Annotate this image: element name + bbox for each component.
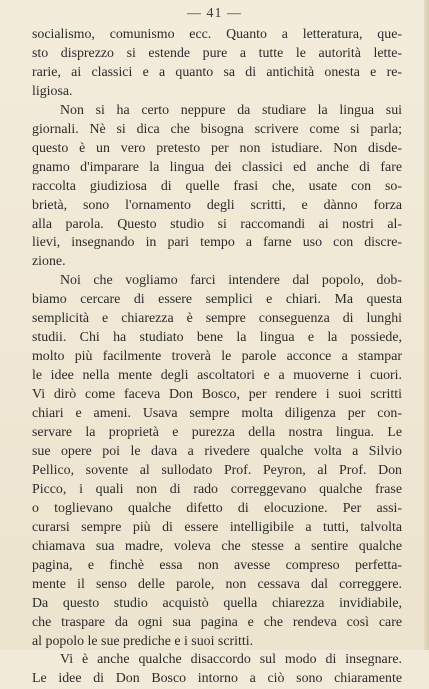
text-line: raccolta giudiziosa di quelle frasi che, usate con so-: [32, 178, 402, 194]
text-line: ligiosa.: [32, 83, 73, 99]
text-line: curarsi sempre più di essere intelligibile a tutti, talvolta: [32, 519, 402, 535]
text-line: zione.: [32, 254, 66, 270]
text-line: alla parola. Questo studio si raccomandi ai nostri al-: [32, 216, 402, 232]
body-text: [32, 26, 402, 689]
text-line: gnamo d'imparare la lingua dei classici ed anche di fare: [32, 159, 402, 175]
text-line: questo è un vero pretesto per non istudiare. Non disde-: [32, 140, 402, 156]
text-line: mente il senso delle parole, non cessava dal correggere.: [32, 576, 402, 592]
text-line: al popolo le sue prediche e i suoi scritti.: [32, 633, 254, 649]
page-edge: [424, 0, 429, 650]
text-line: che traspare da ogni sua pagina e che rendeva così care: [32, 614, 402, 630]
text-line: Vi è anche qualche disaccordo sul modo di insegnare.: [60, 652, 402, 668]
text-line: Noi che vogliamo farci intendere dal popolo, dob-: [60, 273, 402, 289]
text-line: rarie, ai classici e a quanto sa di antichità onesta e re-: [32, 64, 402, 80]
text-line: socialismo, comunismo ecc. Quanto a letteratura, que-: [32, 27, 402, 42]
text-line: sto disprezzo si estende pure a tutte le autorità lette-: [32, 45, 402, 61]
paragraph: [32, 651, 402, 689]
text-line: brietà, sono l'ornamento degli scritti, e dànno forza: [32, 197, 402, 213]
text-line: giornali. Nè si dica che bisogna scrivere come si parla;: [32, 121, 402, 137]
paragraph: [32, 272, 402, 651]
page-number: — 41 —: [187, 6, 242, 21]
text-line: molto più facilmente troverà le parole acconce a stampar: [32, 349, 402, 365]
paragraph: [32, 26, 402, 102]
text-line: Pellico, sovente al sullodato Prof. Peyron, al Prof. Don: [32, 462, 402, 478]
text-line: chiari e ameni. Usava sempre molta diligenza per con-: [32, 406, 402, 422]
text-line: studii. Chi ha studiato bene la lingua e la possiede,: [32, 330, 402, 346]
text-line: servare la proprietà e purezza della nostra lingua. Le: [32, 425, 402, 441]
text-line: Vi dirò come faceva Don Bosco, per rendere i suoi scritti: [32, 387, 402, 403]
text-line: Le idee di Don Bosco intorno a ciò sono chiaramente: [32, 671, 402, 687]
text-line: semplicità e chiarezza è sempre conseguenza di lunghi: [32, 311, 402, 327]
text-line: pagina, e finchè essa non avesse compreso perfetta-: [32, 557, 402, 573]
text-line: Da questo studio acquistò quella chiarezza invidiabile,: [32, 595, 402, 611]
text-line: lievi, insegnando in pari tempo a farne uso con discre-: [32, 235, 402, 251]
text-line: o toglievano qualche difetto di elocuzione. Per assi-: [32, 500, 402, 516]
text-line: Non si ha certo neppure da studiare la lingua sui: [60, 102, 402, 118]
text-line: Picco, i quali non di rado correggevano qualche frase: [32, 481, 402, 497]
paragraph: [32, 102, 402, 273]
text-line: biamo cercare di essere semplici e chiari. Ma questa: [32, 292, 402, 308]
text-line: le idee nella mente degli ascoltatori e a muoverne i cuori.: [32, 368, 402, 384]
text-line: chiamava sua madre, voleva che stesse a sentire qualche: [32, 538, 402, 554]
text-line: sue opere poi le dava a rivedere qualche volta a Silvio: [32, 443, 402, 459]
